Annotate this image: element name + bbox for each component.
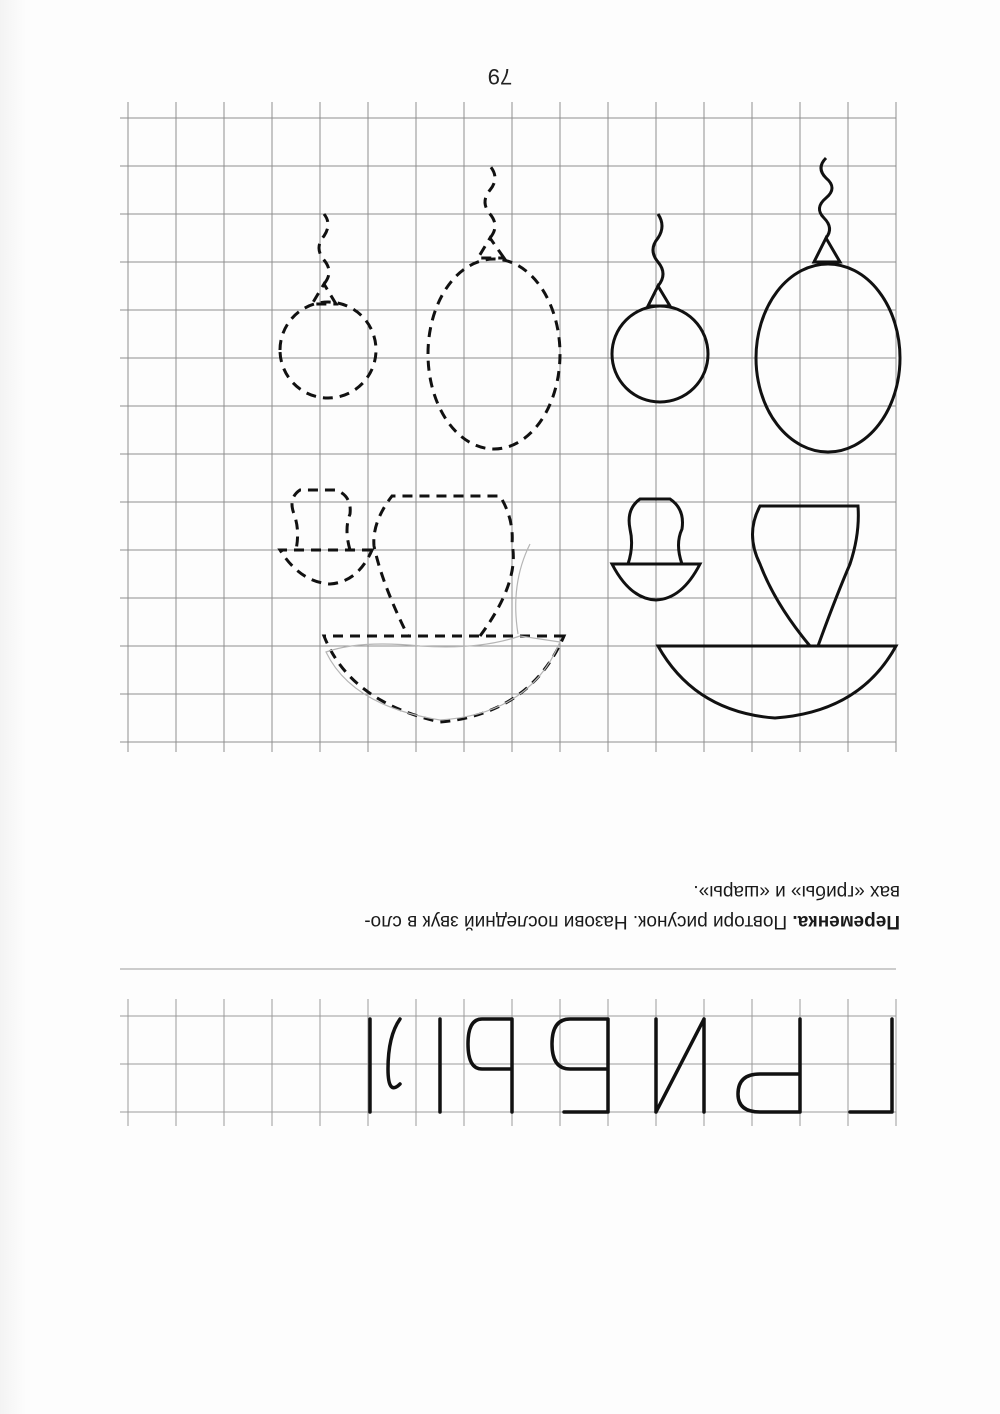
dashed-big-balloon-knot xyxy=(478,238,504,258)
vase-shape xyxy=(753,506,859,646)
small-balloon-string xyxy=(653,214,663,286)
letter-i xyxy=(656,1019,704,1112)
task-title: Переменка. xyxy=(792,911,900,932)
task-line-1: Повтори рисунок. Назови последний звук в сло- xyxy=(364,911,793,932)
big-balloon-string xyxy=(819,158,832,238)
dashed-big-balloon xyxy=(428,259,560,449)
letter-g xyxy=(850,1019,892,1112)
bowl-shape xyxy=(658,646,896,718)
letter-grid xyxy=(120,969,896,1126)
dashed-small-balloon xyxy=(280,302,376,398)
dashed-cup-base xyxy=(280,550,372,584)
cup-shape xyxy=(628,499,683,564)
handwritten-letters xyxy=(370,1019,892,1112)
task-instructions xyxy=(120,876,900,936)
sample-drawings xyxy=(612,158,900,718)
dashed-vase xyxy=(374,496,514,636)
letter-extra xyxy=(370,1019,400,1112)
dashed-big-balloon-string xyxy=(485,166,495,238)
dashed-bowl xyxy=(324,636,564,722)
dashed-cup xyxy=(292,490,350,550)
big-balloon-knot xyxy=(814,238,840,262)
small-balloon xyxy=(612,306,708,402)
page-number: 79 xyxy=(487,64,513,89)
letter-y xyxy=(440,1019,512,1112)
tracing-drawings xyxy=(280,166,564,722)
small-balloon-knot xyxy=(648,286,670,306)
task-line-2: вах «грибы» и «шары». xyxy=(693,881,900,902)
letter-r xyxy=(738,1019,800,1112)
